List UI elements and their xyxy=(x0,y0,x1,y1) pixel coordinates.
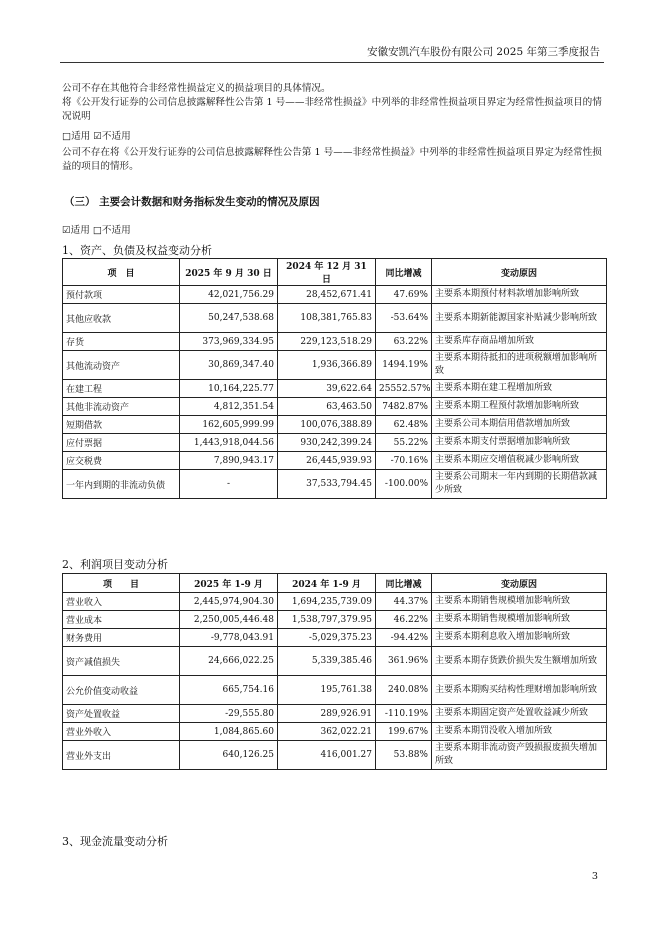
table-row xyxy=(63,593,607,611)
report-header: 安徽安凯汽车股份有限公司 2025 年第三季度报告 xyxy=(367,46,600,58)
row-prior-value: 289,926.91 xyxy=(278,705,376,723)
row-reason: 主要系公司期末一年内到期的长期借款减少所致 xyxy=(432,470,607,499)
row-current-value: 373,969,334.95 xyxy=(180,333,278,351)
row-item: 存货 xyxy=(63,333,180,351)
row-reason: 主要系本期工程预付款增加影响所致 xyxy=(432,398,607,416)
row-change: 361.96% xyxy=(376,647,432,676)
row-item: 短期借款 xyxy=(63,416,180,434)
row-prior-value: 416,001.27 xyxy=(278,741,376,770)
row-reason: 主要系本期非流动资产毁损报废损失增加所致 xyxy=(432,741,607,770)
row-current-value: 50,247,538.68 xyxy=(180,304,278,333)
row-current-value: 1,084,865.60 xyxy=(180,723,278,741)
row-item: 资产处置收益 xyxy=(63,705,180,723)
section-title-changes: （三） 主要会计数据和财务指标发生变动的情况及原因 xyxy=(64,196,320,208)
row-reason: 主要系本期支付票据增加影响所致 xyxy=(432,434,607,452)
row-change: 62.48% xyxy=(376,416,432,434)
table-row xyxy=(63,380,607,398)
col-header-prior: 2024 年 12 月 31 日 xyxy=(278,259,376,286)
table-row xyxy=(63,723,607,741)
table-row xyxy=(63,351,607,380)
row-reason: 主要系本期销售规模增加影响所致 xyxy=(432,611,607,629)
table-row xyxy=(63,286,607,304)
header-rule xyxy=(60,62,604,63)
col-header-reason: 变动原因 xyxy=(432,259,607,286)
row-reason: 主要系本期购买结构性理财增加影响所致 xyxy=(432,676,607,705)
row-prior-value: 26,445,939.93 xyxy=(278,452,376,470)
table-row xyxy=(63,611,607,629)
row-change: 25552.57% xyxy=(376,380,432,398)
row-reason: 主要系本期在建工程增加所致 xyxy=(432,380,607,398)
table-row xyxy=(63,416,607,434)
table-row xyxy=(63,434,607,452)
row-change: -70.16% xyxy=(376,452,432,470)
row-item: 营业成本 xyxy=(63,611,180,629)
row-prior-value: 39,622.64 xyxy=(278,380,376,398)
table-row xyxy=(63,452,607,470)
row-current-value: 4,812,351.54 xyxy=(180,398,278,416)
row-reason: 主要系本期固定资产处置收益减少所致 xyxy=(432,705,607,723)
col-header-reason: 变动原因 xyxy=(432,574,607,593)
row-reason: 主要系本期新能源国家补贴减少影响所致 xyxy=(432,304,607,333)
col-header-current: 2025 年 1-9 月 xyxy=(180,574,278,593)
row-current-value: 2,445,974,904.30 xyxy=(180,593,278,611)
row-item: 公允价值变动收益 xyxy=(63,676,180,705)
row-change: 55.22% xyxy=(376,434,432,452)
row-prior-value: 5,339,385.46 xyxy=(278,647,376,676)
paragraph-classification-statement: 公司不存在将《公开发行证券的公司信息披露解释性公告第 1 号——非经常性损益》中列举的非经常性损益项目界定为经常性损益的项目的情形。 xyxy=(62,147,602,172)
table3-title: 3、现金流量变动分析 xyxy=(62,835,168,848)
row-change: 1494.19% xyxy=(376,351,432,380)
col-header-item: 项 目 xyxy=(63,259,180,286)
row-change: -94.42% xyxy=(376,629,432,647)
paragraph-other-items: 公司不存在其他符合非经常性损益定义的损益项目的具体情况。 xyxy=(62,83,331,94)
col-header-prior: 2024 年 1-9 月 xyxy=(278,574,376,593)
row-current-value: 42,021,756.29 xyxy=(180,286,278,304)
row-prior-value: 195,761.38 xyxy=(278,676,376,705)
row-prior-value: 229,123,518.29 xyxy=(278,333,376,351)
row-change: 63.22% xyxy=(376,333,432,351)
row-current-value: 640,126.25 xyxy=(180,741,278,770)
row-item: 应交税费 xyxy=(63,452,180,470)
row-change: 46.22% xyxy=(376,611,432,629)
row-current-value: - xyxy=(180,470,278,499)
row-item: 其他非流动资产 xyxy=(63,398,180,416)
row-change: -100.00% xyxy=(376,470,432,499)
row-current-value: 30,869,347.40 xyxy=(180,351,278,380)
table-header-row xyxy=(63,259,607,286)
row-reason: 主要系本期罚没收入增加所致 xyxy=(432,723,607,741)
row-item: 预付款项 xyxy=(63,286,180,304)
income-statement-change-table xyxy=(62,573,607,770)
table1-title: 1、资产、负债及权益变动分析 xyxy=(62,244,212,257)
row-reason: 主要系本期应交增值税减少影响所致 xyxy=(432,452,607,470)
row-prior-value: 362,022.21 xyxy=(278,723,376,741)
row-prior-value: 37,533,794.45 xyxy=(278,470,376,499)
row-change: 199.67% xyxy=(376,723,432,741)
row-prior-value: -5,029,375.23 xyxy=(278,629,376,647)
row-item: 营业外支出 xyxy=(63,741,180,770)
table-row xyxy=(63,647,607,676)
row-current-value: 665,754.16 xyxy=(180,676,278,705)
row-current-value: -9,778,043.91 xyxy=(180,629,278,647)
col-header-item: 项 目 xyxy=(63,574,180,593)
row-prior-value: 1,694,235,739.09 xyxy=(278,593,376,611)
row-item: 一年内到期的非流动负债 xyxy=(63,470,180,499)
row-item: 其他应收款 xyxy=(63,304,180,333)
row-prior-value: 63,463.50 xyxy=(278,398,376,416)
row-change: 53.88% xyxy=(376,741,432,770)
col-header-change: 同比增减 xyxy=(376,259,432,286)
table-row xyxy=(63,676,607,705)
applicability-option-1: □适用 ☑不适用 xyxy=(62,131,131,142)
row-item: 其他流动资产 xyxy=(63,351,180,380)
row-current-value: 7,890,943.17 xyxy=(180,452,278,470)
row-reason: 主要系本期利息收入增加影响所致 xyxy=(432,629,607,647)
row-reason: 主要系库存商品增加所致 xyxy=(432,333,607,351)
table-row xyxy=(63,470,607,499)
row-current-value: 24,666,022.25 xyxy=(180,647,278,676)
row-prior-value: 100,076,388.89 xyxy=(278,416,376,434)
row-change: 7482.87% xyxy=(376,398,432,416)
table-row xyxy=(63,629,607,647)
row-prior-value: 28,452,671.41 xyxy=(278,286,376,304)
row-item: 在建工程 xyxy=(63,380,180,398)
row-reason: 主要系本期待抵扣的进项税额增加影响所致 xyxy=(432,351,607,380)
col-header-current: 2025 年 9 月 30 日 xyxy=(180,259,278,286)
row-current-value: 162,605,999.99 xyxy=(180,416,278,434)
row-reason: 主要系公司本期信用借款增加所致 xyxy=(432,416,607,434)
row-current-value: 1,443,918,044.56 xyxy=(180,434,278,452)
row-current-value: 2,250,005,446.48 xyxy=(180,611,278,629)
row-change: -110.19% xyxy=(376,705,432,723)
row-item: 资产减值损失 xyxy=(63,647,180,676)
row-current-value: 10,164,225.77 xyxy=(180,380,278,398)
col-header-change: 同比增减 xyxy=(376,574,432,593)
row-item: 应付票据 xyxy=(63,434,180,452)
row-item: 营业外收入 xyxy=(63,723,180,741)
paragraph-classification-note: 将《公开发行证券的公司信息披露解释性公告第 1 号——非经常性损益》中列举的非经常性损益项目界定为经常性损益项目的情况说明 xyxy=(62,97,602,122)
row-prior-value: 1,538,797,379.95 xyxy=(278,611,376,629)
applicability-option-2: ☑适用 □不适用 xyxy=(62,225,131,236)
row-change: 44.37% xyxy=(376,593,432,611)
row-current-value: -29,555.80 xyxy=(180,705,278,723)
row-prior-value: 1,936,366.89 xyxy=(278,351,376,380)
row-prior-value: 108,381,765.83 xyxy=(278,304,376,333)
row-change: -53.64% xyxy=(376,304,432,333)
table-row xyxy=(63,304,607,333)
row-reason: 主要系本期存货跌价损失发生额增加所致 xyxy=(432,647,607,676)
row-item: 营业收入 xyxy=(63,593,180,611)
row-prior-value: 930,242,399.24 xyxy=(278,434,376,452)
table-row xyxy=(63,333,607,351)
page-number: 3 xyxy=(591,871,598,882)
row-reason: 主要系本期销售规模增加影响所致 xyxy=(432,593,607,611)
table2-title: 2、利润项目变动分析 xyxy=(62,558,168,571)
table-row xyxy=(63,705,607,723)
balance-sheet-change-table xyxy=(62,258,607,499)
table-row xyxy=(63,741,607,770)
row-change: 47.69% xyxy=(376,286,432,304)
row-reason: 主要系本期预付材料款增加影响所致 xyxy=(432,286,607,304)
table-row xyxy=(63,398,607,416)
table-header-row xyxy=(63,574,607,593)
row-item: 财务费用 xyxy=(63,629,180,647)
row-change: 240.08% xyxy=(376,676,432,705)
